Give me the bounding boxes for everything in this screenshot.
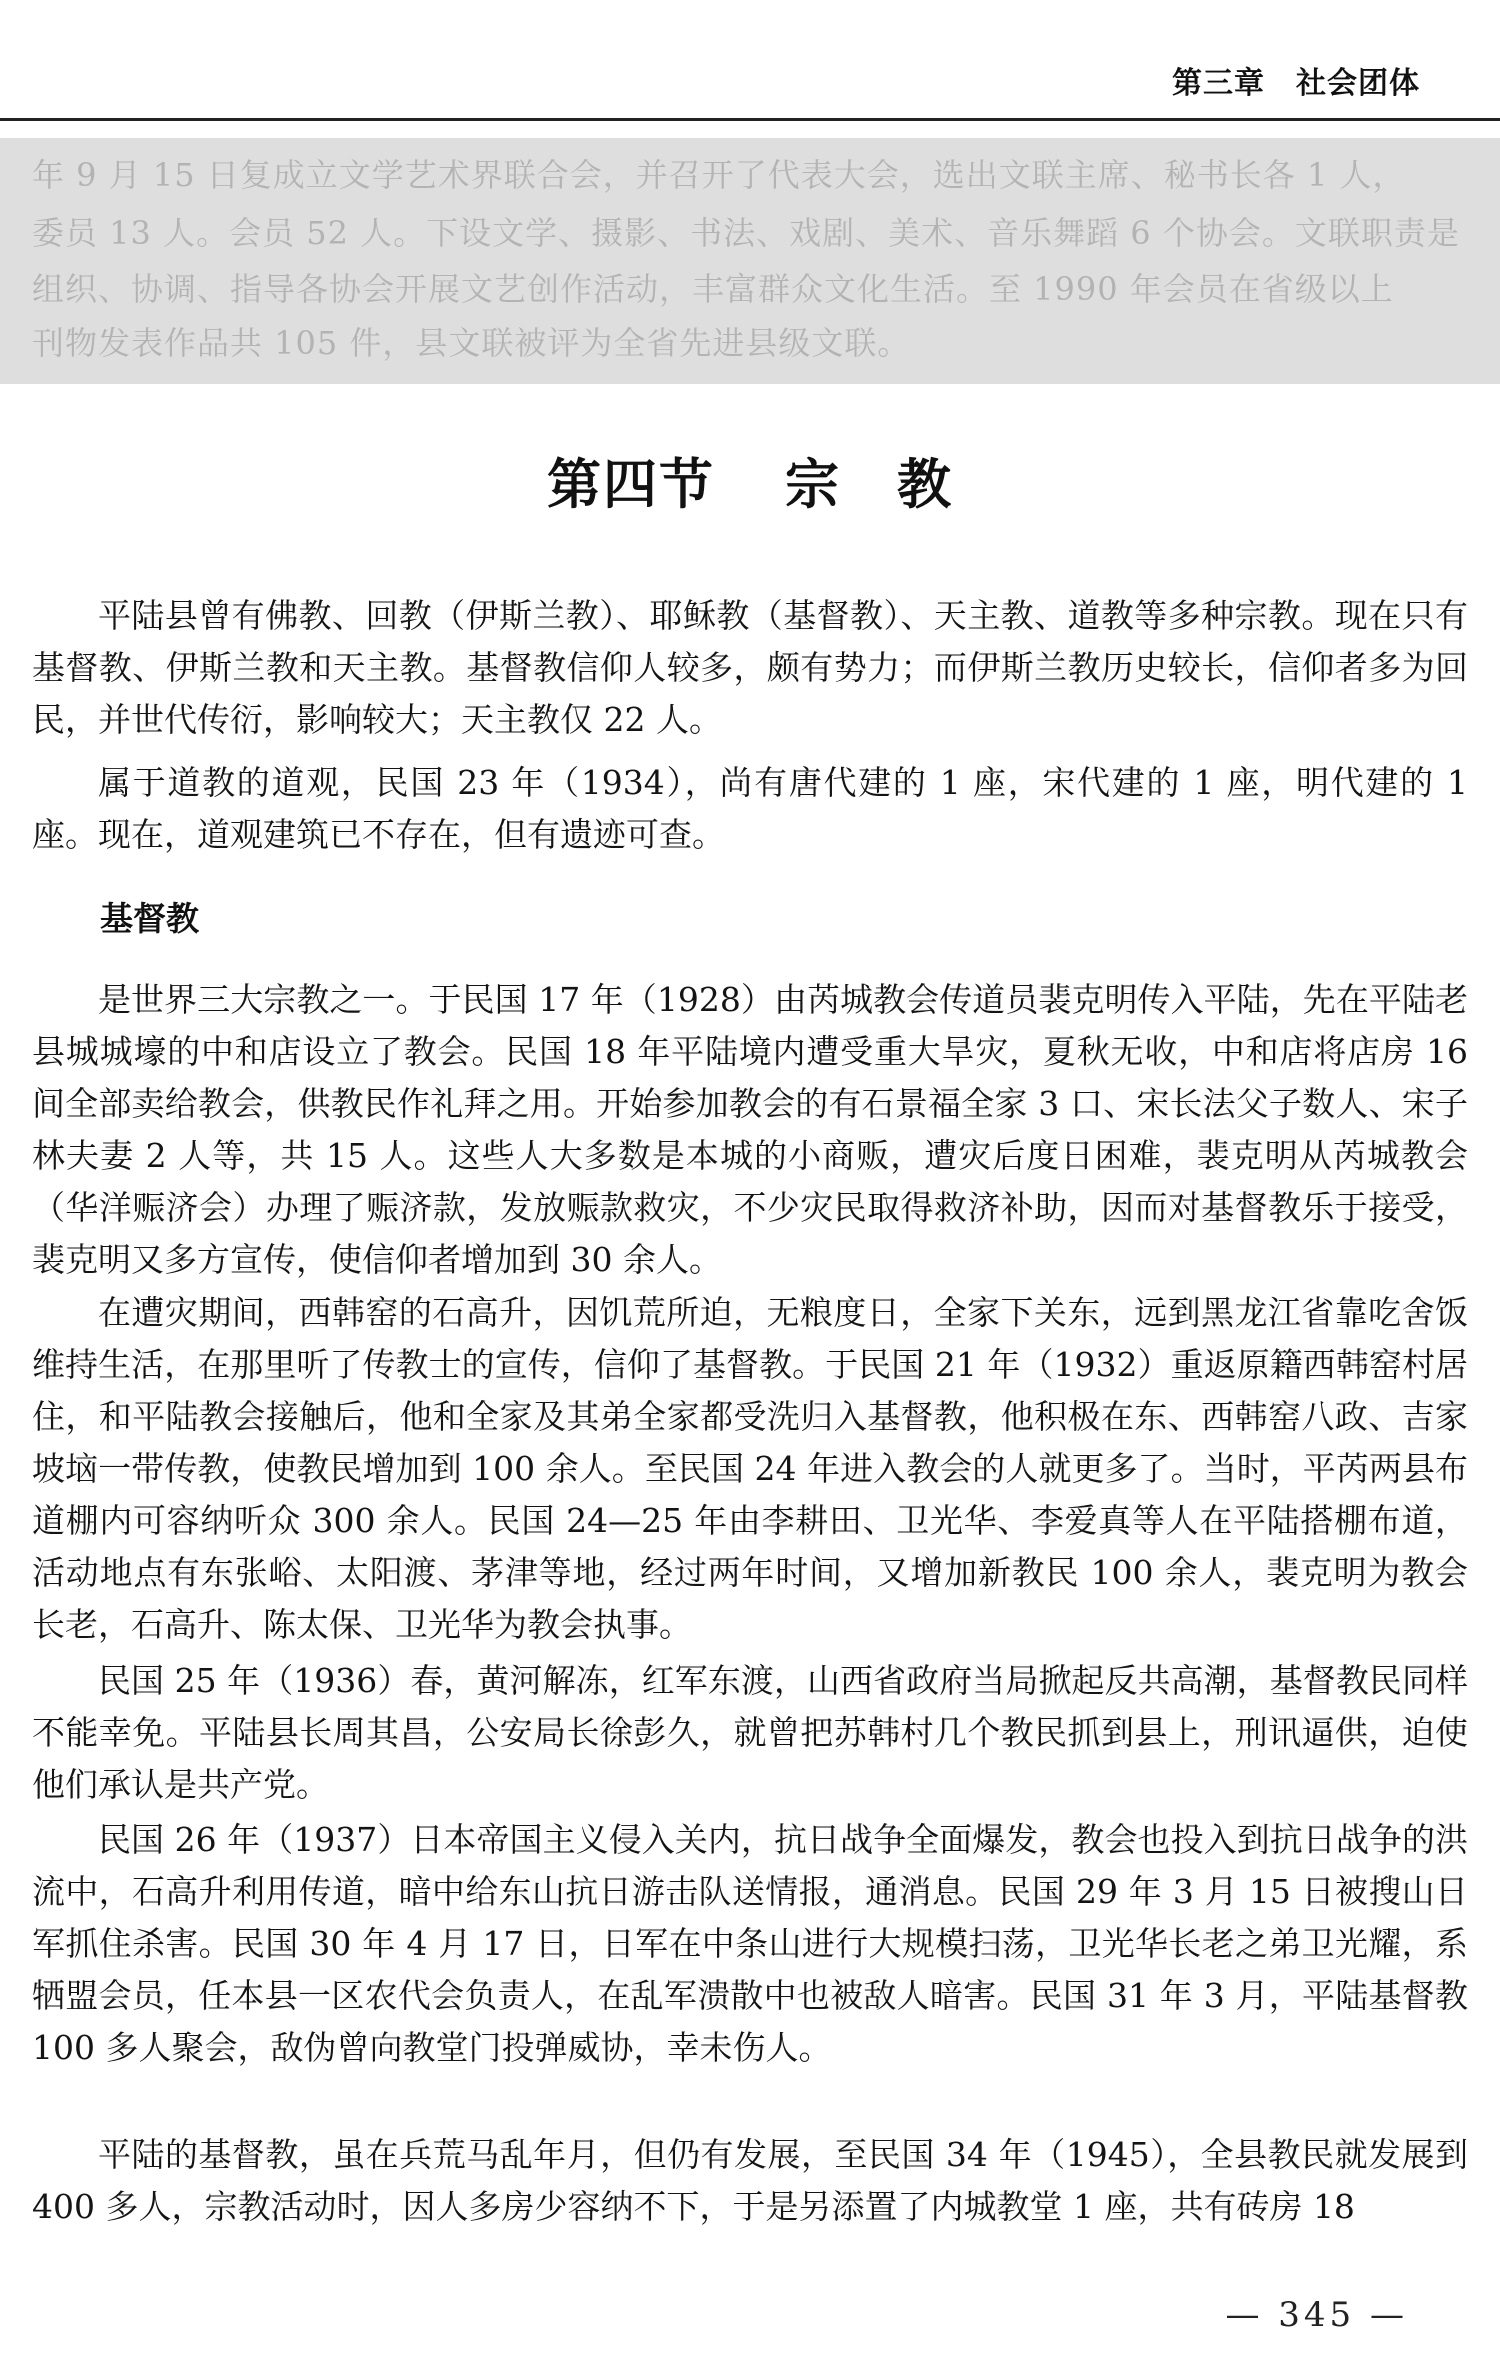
faded-line: 年 9 月 15 日复成立文学艺术界联合会，并召开了代表大会，选出文联主席、秘书长各 1 人， (32, 156, 1406, 194)
section-title-number: 第四节 (547, 453, 715, 516)
faded-line: 委员 13 人。会员 52 人。下设文学、摄影、书法、戏剧、美术、音乐舞蹈 6 个协会。文联职责是 (32, 214, 1460, 252)
christianity-paragraph-1: 是世界三大宗教之一。于民国 17 年（1928）由芮城教会传道员裴克明传入平陆，先在平陆老县城城壕的中和店设立了教会。民国 18 年平陆境内遭受重大旱灾，夏秋无收，中和店将店房 16 间全部卖给教会，供教民作礼拜之用。开始参加教会的有石景福全家 3 口、宋长法父子数人、宋子林夫妻 2 人等，共 15 人。这些人大多数是本城的小商贩，遭灾后度日困难，裴克明从芮城教会（华洋赈济会）办理了赈济款，发放赈款救灾，不少灾民取得救济补助，因而对基督教乐于接受，裴克明又多方宣传，使信仰者增加到 30 余人。 (32, 980, 1468, 1279)
previous-section-text (0, 138, 1500, 384)
intro-paragraph-2: 属于道教的道观，民国 23 年（1934），尚有唐代建的 1 座，宋代建的 1 座，明代建的 1 座。现在，道观建筑已不存在，但有遗迹可查。 (32, 763, 1468, 854)
section-title (0, 442, 1500, 519)
running-header: 第三章 社会团体 (1172, 66, 1420, 101)
christianity-paragraph-2: 在遭灾期间，西韩窑的石高升，因饥荒所迫，无粮度日，全家下关东，远到黑龙江省靠吃舍饭维持生活，在那里听了传教士的宣传，信仰了基督教。于民国 21 年（1932）重返原籍西韩窑村居住，和平陆教会接触后，他和全家及其弟全家都受洗归入基督教，他积极在东、西韩窑八政、吉家坡垴一带传教，使教民增加到 100 余人。至民国 24 年进入教会的人就更多了。当时，平芮两县布道棚内可容纳听众 300 余人。民国 24—25 年由李耕田、卫光华、李爱真等人在平陆搭棚布道，活动地点有东张峪、太阳渡、茅津等地，经过两年时间，又增加新教民 100 余人，裴克明为教会长老，石高升、陈太保、卫光华为教会执事。 (32, 1293, 1468, 1644)
christianity-paragraph-3: 民国 25 年（1936）春，黄河解冻，红军东渡，山西省政府当局掀起反共高潮，基督教民同样不能幸免。平陆县长周其昌，公安局长徐彭久，就曾把苏韩村几个教民抓到县上，刑讯逼供，迫使他们承认是共产党。 (32, 1661, 1468, 1804)
faded-line: 刊物发表作品共 105 件，县文联被评为全省先进县级文联。 (32, 324, 911, 362)
intro-paragraph-1: 平陆县曾有佛教、回教（伊斯兰教）、耶稣教（基督教）、天主教、道教等多种宗教。现在只有基督教、伊斯兰教和天主教。基督教信仰人较多，颇有势力；而伊斯兰教历史较长，信仰者多为回民，并世代传衍，影响较大；天主教仅 22 人。 (32, 596, 1468, 739)
christianity-paragraph-5: 平陆的基督教，虽在兵荒马乱年月，但仍有发展，至民国 34 年（1945），全县教民就发展到 400 多人，宗教活动时，因人多房少容纳不下，于是另添置了内城教堂 1 座，共有砖房 18 (32, 2135, 1468, 2226)
header-rule (0, 118, 1500, 121)
page-number: — 345 — (1225, 2295, 1408, 2335)
faded-line: 组织、协调、指导各协会开展文艺创作活动，丰富群众文化生活。至 1990 年会员在省级以上 (32, 270, 1394, 308)
section-title-name: 宗 教 (785, 453, 953, 516)
subheading-christianity: 基督教 (100, 899, 199, 938)
christianity-paragraph-4: 民国 26 年（1937）日本帝国主义侵入关内，抗日战争全面爆发，教会也投入到抗日战争的洪流中，石高升利用传道，暗中给东山抗日游击队送情报，通消息。民国 29 年 3 月 15 日被搜山日军抓住杀害。民国 30 年 4 月 17 日，日军在中条山进行大规模扫荡，卫光华长老之弟卫光耀，系牺盟会员，任本县一区农代会负责人，在乱军溃散中也被敌人暗害。民国 31 年 3 月，平陆基督教 100 多人聚会，敌伪曾向教堂门投弹威协，幸未伤人。 (32, 1820, 1468, 2067)
